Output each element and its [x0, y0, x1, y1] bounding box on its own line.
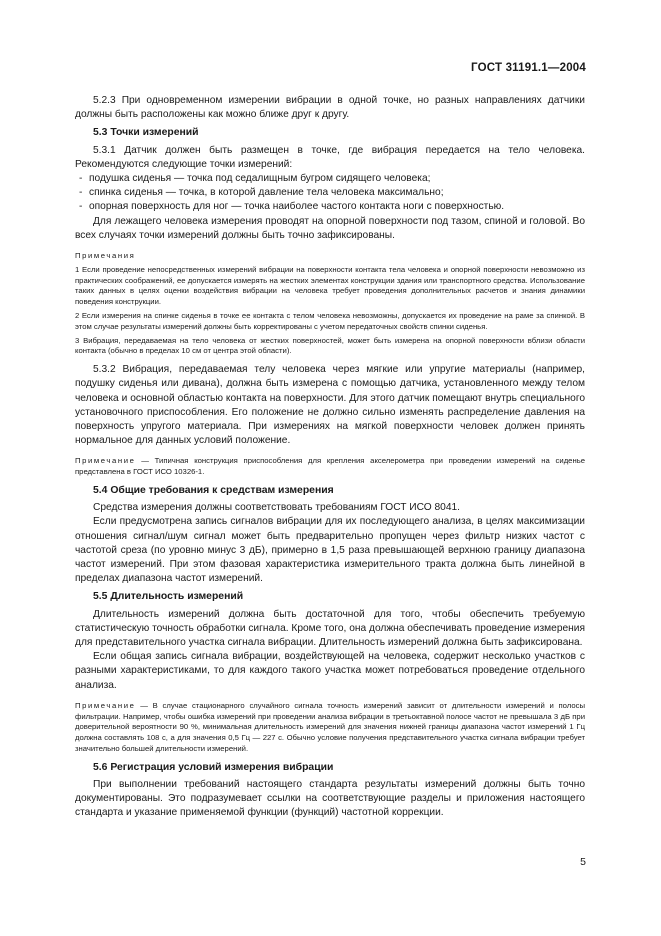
paragraph-5-6: При выполнении требований настоящего стандарта результаты измерений должны быть точно документированы. Это подразумевает ссылки на соответствующие разделы и приложения настоящего стандарта и указание применяемой функции (функций) частотной коррекции. [75, 779, 585, 819]
note-5-3-2 [75, 456, 585, 478]
paragraph-lying-person: Для лежащего человека измерения проводят на опорной поверхности под тазом, спиной и головой. Во всех случаях точки измерений должны быть точно зафиксированы. [75, 215, 585, 241]
paragraph-5-4-a: Средства измерения должны соответствовать требованиям ГОСТ ИСО 8041. [93, 502, 460, 514]
paragraph-5-5-a: Длительность измерений должна быть достаточной для того, чтобы обеспечить требуемую статистическую точность обработки сигнала. Кроме того, она должна обеспечивать проведение измерения для представительного участка сигнала вибрации. Длительность измерений должна быть зафиксирована. [75, 608, 585, 649]
note-text: — Типичная конструкция приспособления для крепления акселерометра при проведении измерений на сиденье представлена в ГОСТ ИСО 10326-1. [75, 456, 585, 477]
heading-5-5: 5.5 Длительность измерений [93, 591, 244, 603]
paragraph-5-3-1: 5.3.1 Датчик должен быть размещен в точке, где вибрация передается на тело человека. Рекомендуются следующие точки измерений: [75, 144, 585, 170]
paragraph-5-2-3: 5.2.3 При одновременном измерении вибрации в одной точке, но разных направлениях датчики должны быть расположены как можно ближе друг к другу. [75, 95, 585, 121]
heading-5-6: 5.6 Регистрация условий измерения вибрации [93, 761, 334, 773]
measurement-points-list [75, 172, 585, 215]
page-content [75, 94, 585, 821]
page-number: 5 [580, 856, 586, 868]
note-label: Примечание [75, 700, 136, 710]
note-1: 1 Если проведение непосредственных измерений вибрации на поверхности контакта тела человека и опорной поверхности невозможно из практических соображений, ее допускается измерять на жестких элементах конструкции здания или транспортного средства. Использование таких данных в целях оценки воздействия вибрации на человека требует проведения дополнительных расчетов и знания динамики поведения конструкции. [75, 264, 585, 307]
heading-5-4: 5.4 Общие требования к средствам измерения [93, 485, 334, 497]
note-3: 3 Вибрация, передаваемая на тело человека от жестких поверхностей, может быть измерена на опорной поверхности вблизи области контакта (обычно в пределах 10 см от центра этой области). [75, 335, 585, 356]
note-text: — В случае стационарного случайного сигнала точность измерений зависит от длительности измерений и полосы фильтрации. Например, чтобы ошибка измерений при проведении анализа вибрации в третьоктавной полосе частот не превышала 3 дБ при доверительной вероятности 90 %, минимальная длительность измерений для значения нижней границы диапазона частот измерений 1 Гц должна составлять 108 с, а для значения 0,5 Гц — 227 с. Обычно условие получения представительного участка сигнала вибрации требует значительно большей длительности измерений. [75, 700, 585, 754]
paragraph-5-5-b: Если общая запись сигнала вибрации, воздействующей на человека, содержит несколько участков с разными характеристиками, то для каждого такого участка может потребоваться проведение отдельного анализа. [75, 651, 585, 691]
note-5-5 [75, 701, 585, 755]
paragraph-5-3-2: 5.3.2 Вибрация, передаваемая телу человека через мягкие или упругие материалы (например, подушку сиденья или дивана), должна быть измерена с помощью датчика, установленного между телом человека и основной областью контакта на поверхности. Для этого датчик помещают внутрь специального установочного приспособления. Его положение не должно сильно изменять распределение давления на поверхность упругого материала. При измерениях на мягкой поверхности человек должен принять нормальное для данных условий положение. [75, 364, 585, 447]
list-item: - спинка сиденья — точка, в которой давление тела человека максимально; [75, 186, 585, 200]
list-item: - подушка сиденья — точка под седалищным бугром сидящего человека; [75, 172, 585, 186]
list-item: - опорная поверхность для ног — точка наиболее частого контакта ноги с поверхностью. [75, 200, 585, 214]
note-2: 2 Если измерения на спинке сиденья в точке ее контакта с телом человека невозможны, допускается их проведение на раме за спинкой. В этом случае результаты измерений должны быть корректированы с учетом передаточных свойств спинки сиденья. [75, 311, 585, 331]
notes-title: Примечания [75, 251, 136, 261]
heading-5-3: 5.3 Точки измерений [93, 127, 199, 139]
note-label: Примечание [75, 456, 136, 466]
standard-header: ГОСТ 31191.1—2004 [471, 62, 586, 74]
paragraph-5-4-b: Если предусмотрена запись сигналов вибрации для их последующего анализа, в целях максимизации отношения сигнал/шум сигнал может быть предварительно пропущен через фильтр низких частот с частотой среза (по уровню минус 3 дБ), примерно в 1,5 раза превышающей верхнюю границу диапазона частот измерений. При этом фазовая характеристика измерительного тракта должна быть линейной в пределах диапазона частот измерений. [75, 516, 585, 585]
